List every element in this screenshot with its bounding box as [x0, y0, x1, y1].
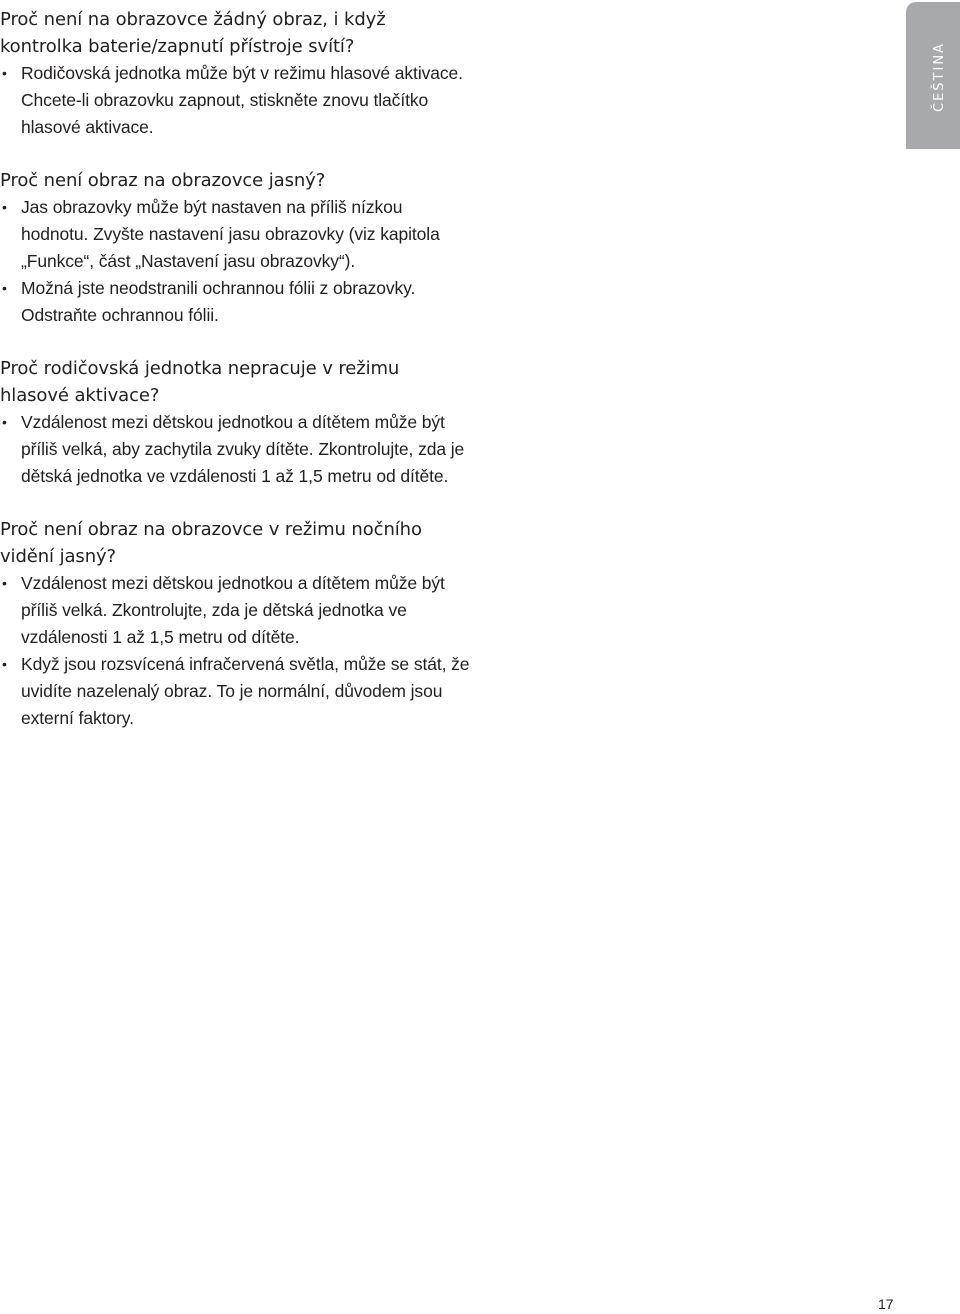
faq-answer-item: • Vzdálenost mezi dětskou jednotkou a dítětem může být příliš velká, aby zachytila zvuky dítěte. Zkontrolujte, zda je dětská jednotka ve vzdálenosti 1 až 1,5 metru od dítěte.	[0, 409, 470, 490]
faq-answer-list	[0, 194, 470, 329]
faq-answer-list	[0, 60, 470, 141]
language-tab	[906, 2, 960, 149]
faq-answer-list	[0, 409, 470, 490]
faq-answer-item: • Možná jste neodstranili ochrannou fólii z obrazovky. Odstraňte ochrannou fólii.	[0, 275, 470, 329]
faq-answer-item: • Když jsou rozsvícená infračervená světla, může se stát, že uvidíte nazelenalý obraz. To je normální, důvodem jsou externí faktory.	[0, 651, 470, 732]
faq-answer-list	[0, 570, 470, 732]
faq-content	[0, 6, 470, 758]
faq-question: Proč není obraz na obrazovce v režimu nočního vidění jasný?	[0, 519, 422, 567]
faq-section-no-picture	[0, 6, 470, 141]
language-tab-label: ČEŠTINA	[932, 42, 947, 112]
faq-question: Proč není obraz na obrazovce jasný?	[0, 170, 326, 191]
faq-question: Proč není na obrazovce žádný obraz, i když kontrolka baterie/zapnutí přístroje svítí?	[0, 9, 386, 57]
page-number: 17	[878, 1296, 894, 1312]
faq-answer-item: • Rodičovská jednotka může být v režimu hlasové aktivace. Chcete-li obrazovku zapnout, stiskněte znovu tlačítko hlasové aktivace.	[0, 60, 470, 141]
faq-answer-item: • Jas obrazovky může být nastaven na příliš nízkou hodnotu. Zvyšte nastavení jasu obrazovky (viz kapitola „Funkce“, část „Nastavení jasu obrazovky“).	[0, 194, 470, 275]
faq-section-voice-activation	[0, 355, 470, 490]
faq-answer-item: • Vzdálenost mezi dětskou jednotkou a dítětem může být příliš velká. Zkontrolujte, zda je dětská jednotka ve vzdálenosti 1 až 1,5 metru od dítěte.	[0, 570, 470, 651]
faq-section-picture-not-clear	[0, 167, 470, 329]
faq-section-night-vision	[0, 516, 470, 732]
faq-question: Proč rodičovská jednotka nepracuje v režimu hlasové aktivace?	[0, 358, 400, 406]
